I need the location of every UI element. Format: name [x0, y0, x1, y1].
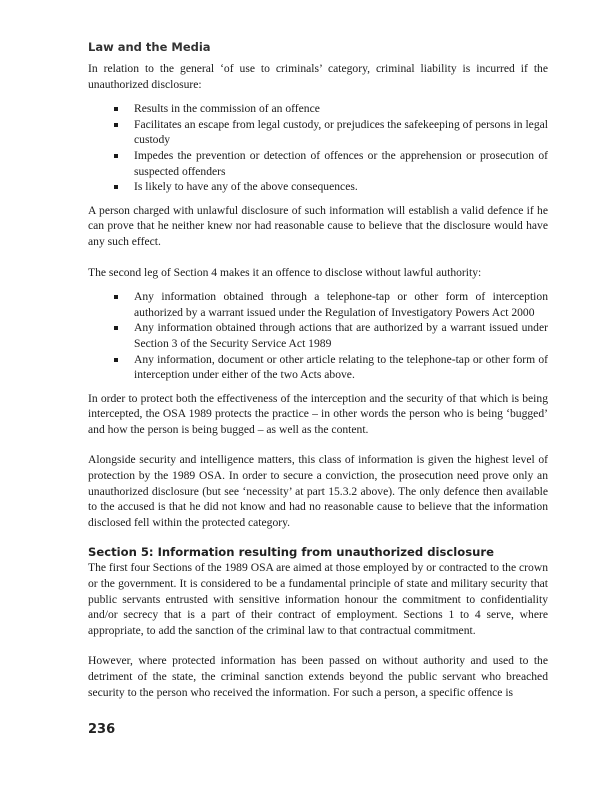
- section-heading: Section 5: Information resulting from unauthorized disclosure: [88, 545, 494, 560]
- list-item: Facilitates an escape from legal custody, or prejudices the safekeeping of persons in legal custody: [114, 117, 548, 148]
- bullet-list-interception: [88, 289, 548, 383]
- page-body: [88, 40, 548, 715]
- paragraph: In order to protect both the effectiveness of the interception and the security of that which is being intercepted, the OSA 1989 protects the practice – in other words the person who is being ‘bugged’ and how the person is being bugged – as well as the content.: [88, 391, 548, 436]
- paragraph: A person charged with unlawful disclosure of such information will establish a valid defence if he can prove that he neither knew nor had reasonable cause to believe that the disclosure would have any such effect.: [88, 203, 548, 248]
- paragraph: Alongside security and intelligence matters, this class of information is given the highest level of protection by the 1989 OSA. In order to secure a conviction, the prosecution need prove only an unauthorized disclosure (but see ‘necessity’ at part 15.3.2 above). The only defence then available to the accused is that he did not know and had no reasonable cause to believe that the information disclosed fell within the protected category.: [88, 453, 548, 529]
- paragraph: The second leg of Section 4 makes it an offence to disclose without lawful authority:: [88, 265, 482, 279]
- list-item: Impedes the prevention or detection of offences or the apprehension or prosecution of suspected offenders: [114, 148, 548, 179]
- list-item: Results in the commission of an offence: [114, 101, 548, 117]
- page-number: 236: [88, 722, 116, 737]
- paragraph: In relation to the general ‘of use to criminals’ category, criminal liability is incurred if the unauthorized disclosure:: [88, 62, 548, 91]
- running-head: Law and the Media: [88, 40, 211, 54]
- paragraph: However, where protected information has been passed on without authority and used to the detriment of the state, the criminal sanction extends beyond the public servant who breached security to the person who received the information. For such a person, a specific offence is: [88, 654, 548, 699]
- list-item: Any information obtained through actions that are authorized by a warrant issued under Section 3 of the Security Service Act 1989: [114, 320, 548, 351]
- list-item: Any information obtained through a telephone-tap or other form of interception authorized by a warrant issued under the Regulation of Investigatory Powers Act 2000: [114, 289, 548, 320]
- list-item: Is likely to have any of the above consequences.: [114, 179, 548, 195]
- paragraph: The first four Sections of the 1989 OSA are aimed at those employed by or contracted to the crown or the government. It is considered to be a fundamental principle of state and military security that public servants entrusted with sensitive information honour the commitment to confidentiality and/or secrecy that is a part of their contract of employment. Sections 1 to 4 serve, where appropriate, to add the sanction of the criminal law to that contractual commitment.: [88, 561, 548, 637]
- list-item: Any information, document or other article relating to the telephone-tap or other form of interception under either of the two Acts above.: [114, 352, 548, 383]
- bullet-list-consequences: [88, 101, 548, 195]
